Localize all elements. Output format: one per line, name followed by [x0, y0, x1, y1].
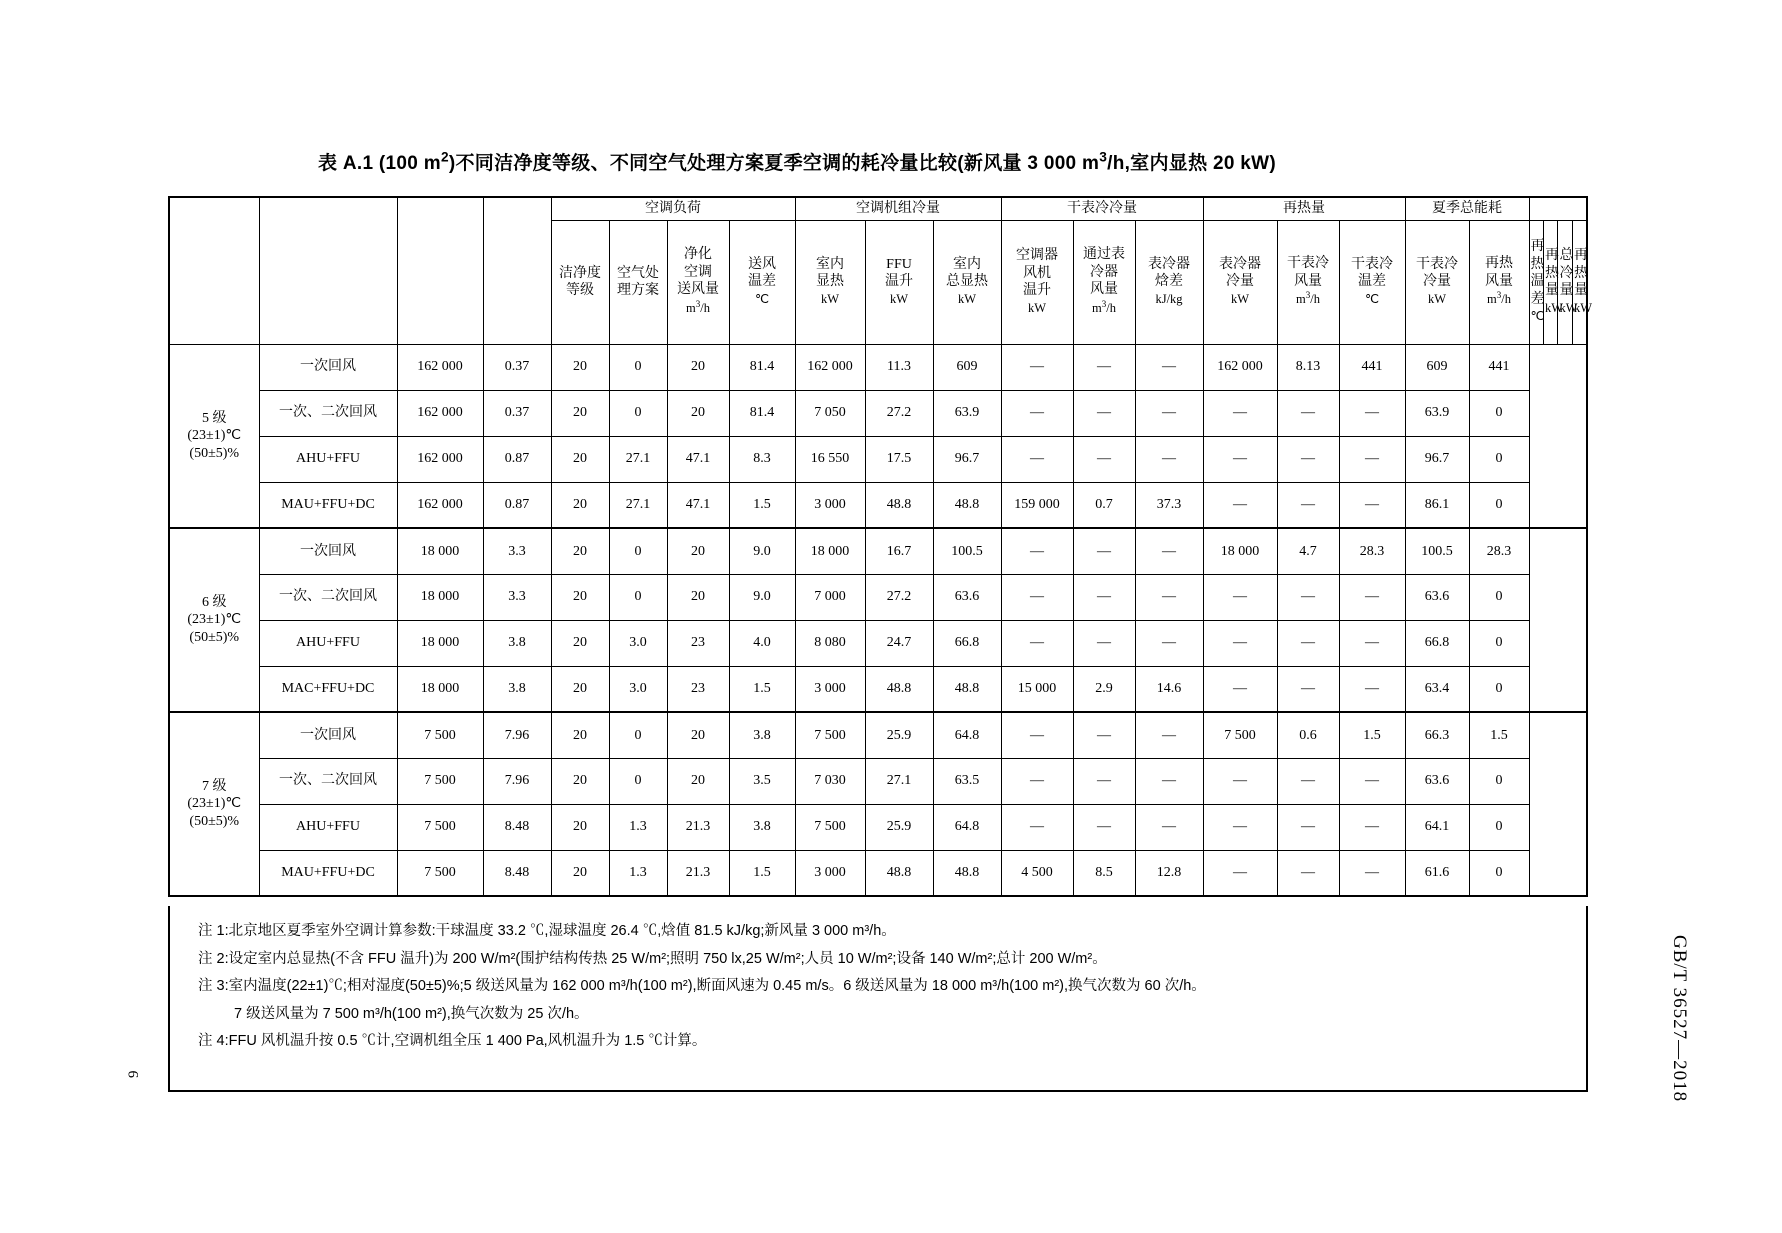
data-cell: 3.8 [729, 712, 795, 758]
data-cell: — [1001, 712, 1073, 758]
table-row [169, 620, 1587, 666]
data-cell: 25.9 [865, 804, 933, 850]
data-cell: 27.1 [609, 482, 667, 528]
data-cell: 48.8 [865, 850, 933, 896]
data-cell: — [1073, 436, 1135, 482]
col-grade: 洁净度 等级 [551, 220, 609, 344]
table-row [169, 850, 1587, 896]
data-cell: 63.6 [1405, 574, 1469, 620]
data-cell: 20 [551, 482, 609, 528]
data-cell: — [1135, 758, 1203, 804]
data-cell: — [1001, 804, 1073, 850]
col-coil-airflow: 通过表 冷器 风量 $m^3/h$ [1073, 220, 1135, 344]
data-cell: 7 500 [397, 850, 483, 896]
data-cell: 0 [1469, 482, 1529, 528]
group-header-dry-coil: 干表冷冷量 [1001, 197, 1203, 220]
data-cell: — [1277, 436, 1339, 482]
data-cell: 441 [1469, 344, 1529, 390]
data-cell: — [1203, 666, 1277, 712]
group-header-summer-energy: 夏季总能耗 [1405, 197, 1529, 220]
data-cell: — [1073, 574, 1135, 620]
data-cell: 16.7 [865, 528, 933, 574]
data-cell: 7 000 [795, 574, 865, 620]
data-cell: 37.3 [1135, 482, 1203, 528]
col-total-reheat: 再热量 kW [1572, 220, 1587, 344]
data-cell: 48.8 [933, 482, 1001, 528]
data-cell: — [1203, 850, 1277, 896]
data-cell: 47.1 [667, 482, 729, 528]
table-body [169, 344, 1587, 896]
data-cell: 20 [667, 528, 729, 574]
data-cell: — [1339, 850, 1405, 896]
table-row [169, 804, 1587, 850]
data-cell: 20 [551, 436, 609, 482]
data-cell: 3.8 [729, 804, 795, 850]
data-cell: 66.3 [1405, 712, 1469, 758]
data-cell: 20 [551, 620, 609, 666]
data-cell: — [1277, 482, 1339, 528]
data-cell: 8.48 [483, 804, 551, 850]
data-cell: — [1203, 436, 1277, 482]
data-cell: 28.3 [1469, 528, 1529, 574]
data-cell: 11.3 [865, 344, 933, 390]
data-cell: 3.8 [483, 620, 551, 666]
col-coil-capacity: 表冷器 冷量 kW [1203, 220, 1277, 344]
data-cell: — [1135, 436, 1203, 482]
data-cell: — [1135, 344, 1203, 390]
data-cell: 20 [551, 528, 609, 574]
data-cell: 18 000 [397, 574, 483, 620]
scheme-cell: AHU+FFU [259, 436, 397, 482]
data-cell: 0 [609, 758, 667, 804]
data-cell: 3.8 [483, 666, 551, 712]
data-cell: 0.7 [1073, 482, 1135, 528]
th-supply-dt [483, 197, 551, 344]
data-cell: 3.5 [729, 758, 795, 804]
data-cell: 48.8 [933, 850, 1001, 896]
data-cell: — [1277, 620, 1339, 666]
data-cell: 7.96 [483, 712, 551, 758]
data-cell: 18 000 [795, 528, 865, 574]
page-number: 9 [126, 1070, 142, 1078]
scheme-cell: AHU+FFU [259, 620, 397, 666]
data-cell: 4 500 [1001, 850, 1073, 896]
data-cell: — [1339, 436, 1405, 482]
data-cell: 7 050 [795, 390, 865, 436]
scheme-cell: MAU+FFU+DC [259, 482, 397, 528]
data-cell: 21.3 [667, 850, 729, 896]
scheme-cell: AHU+FFU [259, 804, 397, 850]
data-cell: — [1277, 850, 1339, 896]
data-cell: 7 500 [795, 712, 865, 758]
data-cell: — [1001, 528, 1073, 574]
data-cell: — [1135, 804, 1203, 850]
data-cell: — [1073, 344, 1135, 390]
grade-cell: 7 级 (23±1)℃ (50±5)% [169, 712, 259, 896]
data-cell: 9.0 [729, 574, 795, 620]
data-cell: — [1073, 620, 1135, 666]
note-3-cont: 7 级送风量为 7 500 m³/h(100 m²),换气次数为 25 次/h。 [234, 1005, 589, 1022]
data-cell: 20 [551, 574, 609, 620]
data-cell: — [1203, 574, 1277, 620]
data-cell: 20 [551, 758, 609, 804]
data-cell: 96.7 [933, 436, 1001, 482]
data-cell: 18 000 [1203, 528, 1277, 574]
data-cell: — [1203, 390, 1277, 436]
data-cell: 20 [667, 344, 729, 390]
table-row [169, 758, 1587, 804]
data-cell: 48.8 [933, 666, 1001, 712]
data-cell: 0 [1469, 390, 1529, 436]
data-cell: 162 000 [397, 436, 483, 482]
data-cell: 0.87 [483, 436, 551, 482]
col-scheme: 空气处理方案 [609, 220, 667, 344]
data-cell: — [1001, 344, 1073, 390]
data-cell: 64.1 [1405, 804, 1469, 850]
data-cell: 27.2 [865, 390, 933, 436]
data-cell: 20 [551, 390, 609, 436]
col-dry-dt: 干表冷 温差 ℃ [1339, 220, 1405, 344]
data-cell: 20 [667, 758, 729, 804]
table-row [169, 436, 1587, 482]
data-cell: 0 [1469, 436, 1529, 482]
data-cell: — [1135, 390, 1203, 436]
note-2: 注 2:设定室内总显热(不含 FFU 温升)为 200 W/m²(围护结构传热 25 W/m²;照明 750 lx,25 W/m²;人员 10 W/m²;设备 140 W/m²;总计 200 W/m²。 [198, 950, 1107, 967]
th-supply-air [397, 197, 483, 344]
data-cell: 27.1 [609, 436, 667, 482]
data-cell: 3.0 [609, 620, 667, 666]
table-row [169, 482, 1587, 528]
data-cell: 18 000 [397, 666, 483, 712]
table-row [169, 712, 1587, 758]
data-cell: 0.87 [483, 482, 551, 528]
data-cell: — [1135, 574, 1203, 620]
data-cell: — [1073, 712, 1135, 758]
data-cell: 7 500 [397, 758, 483, 804]
data-cell: — [1073, 804, 1135, 850]
scheme-cell: MAU+FFU+DC [259, 850, 397, 896]
data-cell: 63.6 [1405, 758, 1469, 804]
data-cell: 21.3 [667, 804, 729, 850]
data-cell: 66.8 [933, 620, 1001, 666]
data-cell: 48.8 [865, 482, 933, 528]
data-cell: 47.1 [667, 436, 729, 482]
data-cell: 20 [551, 712, 609, 758]
data-cell: 20 [551, 666, 609, 712]
data-cell: 63.6 [933, 574, 1001, 620]
data-cell: — [1339, 804, 1405, 850]
scheme-cell: 一次、二次回风 [259, 758, 397, 804]
data-cell: 1.3 [609, 804, 667, 850]
data-cell: — [1073, 528, 1135, 574]
data-cell: 0 [1469, 574, 1529, 620]
data-cell: 3.3 [483, 528, 551, 574]
data-cell: 100.5 [933, 528, 1001, 574]
scheme-cell: 一次、二次回风 [259, 574, 397, 620]
data-cell: 8.5 [1073, 850, 1135, 896]
data-cell: 20 [551, 850, 609, 896]
data-cell: 8.13 [1277, 344, 1339, 390]
data-cell: — [1001, 620, 1073, 666]
data-cell: 63.9 [933, 390, 1001, 436]
data-cell: 0.37 [483, 344, 551, 390]
grade-cell: 5 级 (23±1)℃ (50±5)% [169, 344, 259, 528]
data-cell: — [1277, 574, 1339, 620]
data-cell: 7 500 [1203, 712, 1277, 758]
data-cell: — [1277, 758, 1339, 804]
data-cell: — [1135, 620, 1203, 666]
data-cell: — [1203, 482, 1277, 528]
data-cell: 7 500 [795, 804, 865, 850]
data-cell: — [1277, 390, 1339, 436]
header-group-row [169, 197, 1587, 220]
note-1: 注 1:北京地区夏季室外空调计算参数:干球温度 33.2 ℃,湿球温度 26.4 ℃,焓值 81.5 kJ/kg;新风量 3 000 m³/h。 [198, 923, 896, 939]
data-cell: — [1339, 666, 1405, 712]
data-cell: 23 [667, 666, 729, 712]
data-cell: 7 030 [795, 758, 865, 804]
data-cell: 20 [551, 804, 609, 850]
data-cell: 20 [667, 712, 729, 758]
data-cell: — [1001, 436, 1073, 482]
col-ffu-rise: FFU 温升 kW [865, 220, 933, 344]
data-cell: 609 [1405, 344, 1469, 390]
data-cell: 81.4 [729, 344, 795, 390]
data-cell: — [1339, 620, 1405, 666]
data-cell: — [1135, 528, 1203, 574]
data-cell: 12.8 [1135, 850, 1203, 896]
th-scheme [259, 197, 397, 344]
data-cell: — [1203, 758, 1277, 804]
data-cell: — [1073, 390, 1135, 436]
scheme-cell: MAC+FFU+DC [259, 666, 397, 712]
data-cell: 0 [1469, 758, 1529, 804]
scheme-cell: 一次回风 [259, 712, 397, 758]
data-cell: 23 [667, 620, 729, 666]
data-cell: 8.48 [483, 850, 551, 896]
data-cell: — [1001, 574, 1073, 620]
data-cell: — [1001, 390, 1073, 436]
group-header-reheat: 再热量 [1203, 197, 1405, 220]
scheme-cell: 一次、二次回风 [259, 390, 397, 436]
data-cell: 8 080 [795, 620, 865, 666]
data-cell: 1.5 [729, 482, 795, 528]
data-cell: 4.7 [1277, 528, 1339, 574]
grade-cell: 6 级 (23±1)℃ (50±5)% [169, 528, 259, 712]
data-cell: 18 000 [397, 528, 483, 574]
table-row [169, 528, 1587, 574]
data-cell: 9.0 [729, 528, 795, 574]
data-cell: 64.8 [933, 804, 1001, 850]
data-cell: 0 [1469, 666, 1529, 712]
data-cell: 63.4 [1405, 666, 1469, 712]
data-cell: 0 [1469, 620, 1529, 666]
data-cell: 3 000 [795, 666, 865, 712]
data-cell: 64.8 [933, 712, 1001, 758]
scheme-cell: 一次回风 [259, 528, 397, 574]
data-cell: 100.5 [1405, 528, 1469, 574]
col-coil-enthalpy: 表冷器 焓差 kJ/kg [1135, 220, 1203, 344]
data-cell: 1.5 [1339, 712, 1405, 758]
note-3: 注 3:室内温度(22±1)℃;相对湿度(50±5)%;5 级送风量为 162 000 m³/h(100 m²),断面风速为 0.45 m/s。6 级送风量为 18 000 m³/h(100 m²),换气次数为 60 次/h。 [198, 978, 1206, 995]
col-reheat-capacity: 再热量 kW [1544, 220, 1558, 344]
table-row [169, 344, 1587, 390]
col-total-cooling: 总冷量 kW [1558, 220, 1572, 344]
data-cell: 20 [667, 574, 729, 620]
data-cell: 63.5 [933, 758, 1001, 804]
data-cell: 7 500 [397, 804, 483, 850]
data-cell: 159 000 [1001, 482, 1073, 528]
data-cell: 25.9 [865, 712, 933, 758]
group-header-ac-load: 空调负荷 [551, 197, 795, 220]
data-cell: 0 [609, 390, 667, 436]
table-title: 表 A.1 (100 $m^2$)不同洁净度等级、不同空气处理方案夏季空调的耗冷量比较(新风量 3 000 $m^3/h$,室内显热 20 kW) [318, 149, 1276, 174]
data-cell: — [1203, 620, 1277, 666]
data-cell: 1.5 [1469, 712, 1529, 758]
table-header [169, 197, 1593, 344]
data-cell: 162 000 [397, 390, 483, 436]
data-cell: — [1339, 390, 1405, 436]
data-cell: 609 [933, 344, 1001, 390]
col-reheat-dt: 再热 温差 ℃ [1529, 220, 1543, 344]
data-cell: 15 000 [1001, 666, 1073, 712]
data-cell: — [1001, 758, 1073, 804]
data-cell: 0.6 [1277, 712, 1339, 758]
data-cell: 3.3 [483, 574, 551, 620]
data-cell: 0 [1469, 804, 1529, 850]
data-cell: 0 [609, 344, 667, 390]
data-cell: 1.3 [609, 850, 667, 896]
data-cell: 162 000 [397, 344, 483, 390]
data-cell: 4.0 [729, 620, 795, 666]
data-cell: 0 [609, 712, 667, 758]
data-cell: 7 500 [397, 712, 483, 758]
data-cell: 2.9 [1073, 666, 1135, 712]
col-supply-air: 净化 空调 送风量 $m^3/h$ [667, 220, 729, 344]
table-a1-wrapper [168, 196, 1593, 897]
data-cell: 3.0 [609, 666, 667, 712]
data-cell: 27.1 [865, 758, 933, 804]
data-cell: 17.5 [865, 436, 933, 482]
data-cell: — [1277, 804, 1339, 850]
data-cell: — [1339, 574, 1405, 620]
data-cell: 81.4 [729, 390, 795, 436]
data-cell: 20 [551, 344, 609, 390]
data-cell: 1.5 [729, 666, 795, 712]
data-cell: 28.3 [1339, 528, 1405, 574]
data-cell: — [1339, 482, 1405, 528]
data-cell: — [1073, 758, 1135, 804]
data-cell: 14.6 [1135, 666, 1203, 712]
table-row [169, 574, 1587, 620]
data-cell: 441 [1339, 344, 1405, 390]
notes-box [168, 906, 1588, 1092]
data-cell: 3 000 [795, 482, 865, 528]
data-cell: 61.6 [1405, 850, 1469, 896]
data-cell: 24.7 [865, 620, 933, 666]
note-4: 注 4:FFU 风机温升按 0.5 ℃计,空调机组全压 1 400 Pa,风机温升为 1.5 ℃计算。 [198, 1033, 707, 1050]
data-cell: 86.1 [1405, 482, 1469, 528]
data-cell: — [1277, 666, 1339, 712]
data-cell: 48.8 [865, 666, 933, 712]
data-cell: 0 [1469, 850, 1529, 896]
col-dry-capacity: 干表冷 冷量 kW [1405, 220, 1469, 344]
data-cell: — [1339, 758, 1405, 804]
data-cell: 0 [609, 574, 667, 620]
col-indoor-sensible: 室内 显热 kW [795, 220, 865, 344]
th-grade [169, 197, 259, 344]
col-indoor-total-sensible: 室内 总显热 kW [933, 220, 1001, 344]
data-cell: 18 000 [397, 620, 483, 666]
data-cell: — [1203, 804, 1277, 850]
group-header-ahu-cooling: 空调机组冷量 [795, 197, 1001, 220]
data-cell: 3 000 [795, 850, 865, 896]
col-reheat-airflow: 再热 风量 $m^3/h$ [1469, 220, 1529, 344]
data-cell: 63.9 [1405, 390, 1469, 436]
data-cell: 20 [667, 390, 729, 436]
data-cell: 162 000 [1203, 344, 1277, 390]
table-row [169, 666, 1587, 712]
data-cell: 16 550 [795, 436, 865, 482]
standard-code: GB/T 36527—2018 [1669, 935, 1690, 1103]
data-cell: 0.37 [483, 390, 551, 436]
data-cell: 7.96 [483, 758, 551, 804]
data-cell: 1.5 [729, 850, 795, 896]
data-cell: 162 000 [795, 344, 865, 390]
data-cell: — [1135, 712, 1203, 758]
data-cell: 27.2 [865, 574, 933, 620]
col-fan-rise: 空调器 风机 温升 kW [1001, 220, 1073, 344]
scheme-cell: 一次回风 [259, 344, 397, 390]
table-a1 [168, 196, 1593, 897]
data-cell: 8.3 [729, 436, 795, 482]
data-cell: 0 [609, 528, 667, 574]
data-cell: 162 000 [397, 482, 483, 528]
data-cell: 96.7 [1405, 436, 1469, 482]
col-supply-dt: 送风 温差 ℃ [729, 220, 795, 344]
table-row [169, 390, 1587, 436]
col-dry-airflow: 干表冷 风量 $m^3/h$ [1277, 220, 1339, 344]
data-cell: 66.8 [1405, 620, 1469, 666]
